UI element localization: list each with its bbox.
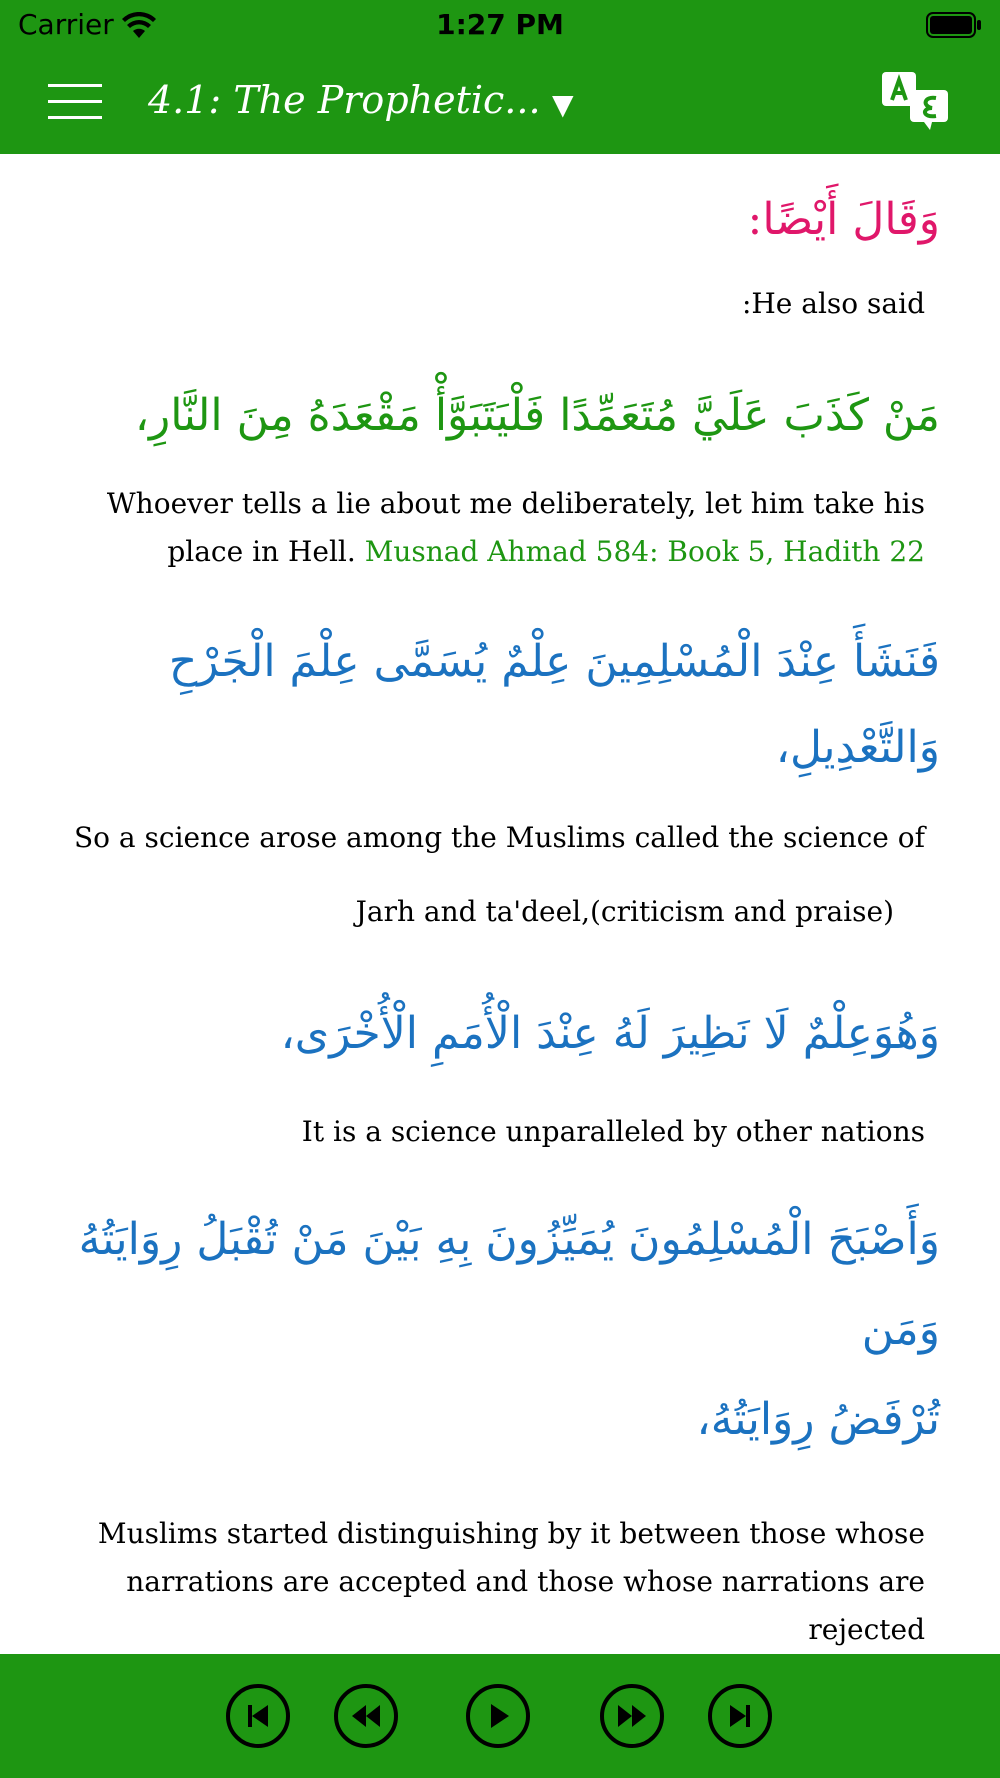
- skip-to-start-icon[interactable]: [226, 1684, 290, 1748]
- carrier-label: Carrier: [18, 8, 114, 41]
- language-switch-icon[interactable]: [880, 70, 952, 134]
- translation-text: Jarh and ta'deel,(criticism and praise): [355, 895, 894, 928]
- arabic-text: وَهُوَعِلْمٌ لَا نَظِيرَ لَهُ عِنْدَ الْأُمَمِ الْأُخْرَى،: [280, 1008, 940, 1059]
- hadith-reference-link[interactable]: Musnad Ahmad 584: Book 5, Hadith 22: [364, 535, 925, 568]
- nav-bar: [0, 50, 1000, 154]
- translation-text: Muslims started distinguishing by it between those whose: [97, 1517, 925, 1550]
- arabic-text: وَقَالَ أَيْضًا:: [747, 194, 940, 245]
- arabic-text: وَمَن: [861, 1304, 940, 1355]
- arabic-text: وَالتَّعْدِيلِ،: [775, 722, 940, 773]
- translation-text: narrations are accepted and those whose narrations are: [126, 1565, 925, 1598]
- hamburger-icon[interactable]: [48, 80, 102, 124]
- status-bar: [0, 0, 1000, 50]
- translation-body: Whoever tells a lie about me deliberately, let him take his place in Hell.: [106, 487, 925, 568]
- chapter-title[interactable]: 4.1: The Prophetic...: [148, 78, 541, 122]
- translation-text: :He also said: [741, 287, 925, 320]
- battery-icon: [926, 12, 982, 38]
- chevron-down-icon[interactable]: ▼: [552, 88, 574, 121]
- arabic-text: تُرْفَضُ رِوَايَتُهُ،: [696, 1394, 940, 1445]
- translation-text: So a science arose among the Muslims called the science of: [73, 821, 925, 854]
- translation-text: [75, 480, 925, 576]
- clock: 1:27 PM: [436, 8, 564, 41]
- playback-controls: [0, 1654, 1000, 1778]
- arabic-text: فَنَشَأَ عِنْدَ الْمُسْلِمِينَ عِلْمٌ يُسَمَّى عِلْمَ الْجَرْحِ: [168, 636, 940, 687]
- arabic-text: مَنْ كَذَبَ عَلَيَّ مُتَعَمِّدًا فَلْيَتَبَوَّأْ مَقْعَدَهُ مِنَ النَّارِ،: [134, 390, 940, 441]
- arabic-text: وَأَصْبَحَ الْمُسْلِمُونَ يُمَيِّزُونَ بِهِ بَيْنَ مَنْ تُقْبَلُ رِوَايَتُهُ: [78, 1214, 940, 1265]
- fast-forward-icon[interactable]: [600, 1684, 664, 1748]
- translation-text: It is a science unparalleled by other nations: [301, 1115, 925, 1148]
- skip-to-end-icon[interactable]: [708, 1684, 772, 1748]
- lesson-content: [0, 154, 1000, 1654]
- translation-text: rejected: [808, 1613, 925, 1646]
- play-icon[interactable]: [466, 1684, 530, 1748]
- rewind-icon[interactable]: [334, 1684, 398, 1748]
